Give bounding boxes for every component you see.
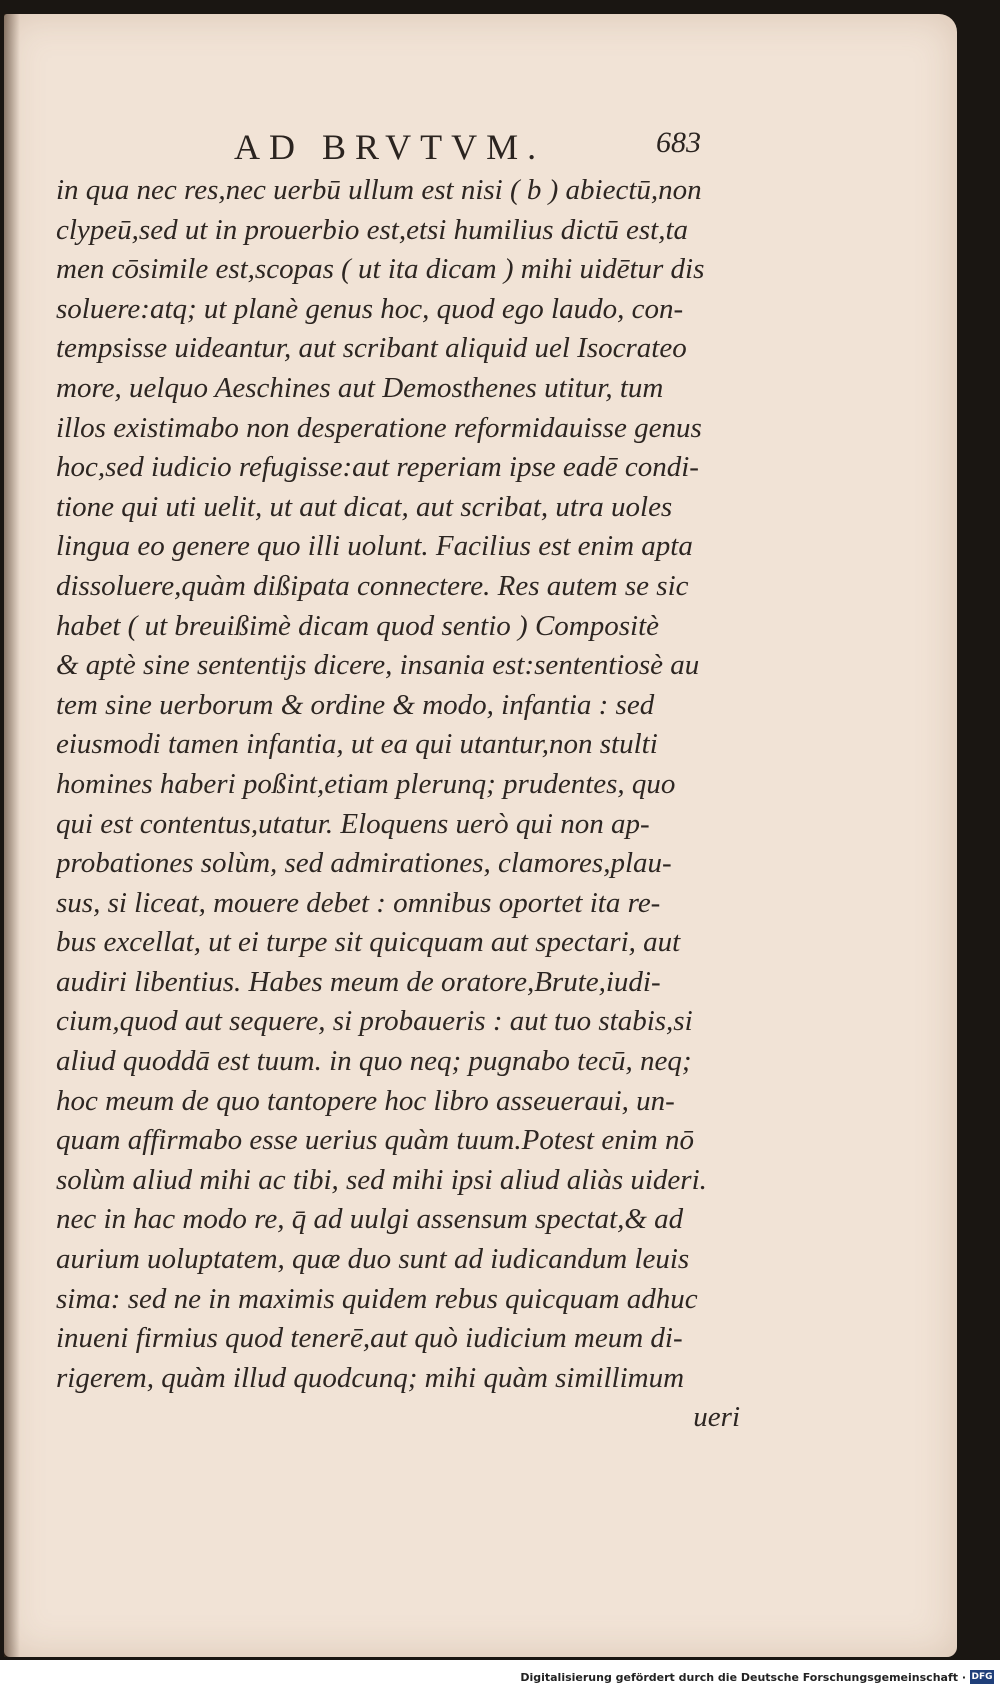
text-line: dissoluere,quàm dißipata connectere. Res autem se sic [56, 569, 689, 602]
text-line: homines haberi poßint,etiam plerunq; prudentes, quo [56, 767, 676, 800]
text-line: aliud quoddā est tuum. in quo neq; pugnabo tecū, neq; [56, 1045, 692, 1078]
text-line: cium,quod aut sequere, si probaueris : aut tuo stabis,si [56, 1005, 693, 1038]
text-line: sima: sed ne in maximis quidem rebus quicquam adhuc [56, 1282, 698, 1315]
text-line: clypeū,sed ut in prouerbio est,etsi humilius dictū est,ta [56, 213, 689, 246]
text-line: habet ( ut breuißimè dicam quod sentio ) Compositè [56, 609, 660, 642]
text-line: tempsisse uideantur, aut scribant aliquid uel Isocrateo [56, 332, 687, 365]
text-line: more, uelquo Aeschines aut Demosthenes utitur, tum [56, 371, 664, 404]
text-line: illos existimabo non desperatione reformidauisse genus [56, 411, 702, 444]
text-line: aurium uoluptatem, quæ duo sunt ad iudicandum leuis [56, 1243, 690, 1276]
text-line: tem sine uerborum & ordine & modo, infantia : sed [56, 688, 655, 721]
text-line: lingua eo genere quo illi uolunt. Facilius est enim apta [56, 530, 693, 563]
text-line: soluere:atq; ut planè genus hoc, quod ego laudo, con- [56, 292, 684, 325]
text-line: bus excellat, ut ei turpe sit quicquam aut spectari, aut [56, 926, 681, 959]
funding-credit: Digitalisierung gefördert durch die Deutsche Forschungsgemeinschaft · [520, 1671, 966, 1684]
text-line: probationes solùm, sed admirationes, clamores,plau- [56, 847, 672, 880]
text-line: & aptè sine sententijs dicere, insania est:sententiosè au [56, 649, 700, 682]
text-line: quam affirmabo esse uerius quàm tuum.Potest enim nō [56, 1124, 694, 1157]
text-line: men cōsimile est,scopas ( ut ita dicam ) mihi uidētur dis [56, 253, 705, 286]
text-line: rigerem, quàm illud quodcunq; mihi quàm simillimum [56, 1361, 685, 1394]
text-line: qui est contentus,utatur. Eloquens uerò qui non ap- [56, 807, 650, 840]
text-line: sus, si liceat, mouere debet : omnibus oportet ita re- [56, 886, 661, 919]
text-line: hoc,sed iudicio refugisse:aut reperiam ipse eadē condi- [56, 451, 699, 484]
dfg-logo-icon: DFG [971, 1672, 993, 1682]
text-line: in qua nec res,nec uerbū ullum est nisi ( b ) abiectū,non [56, 174, 702, 206]
text-line: nec in hac modo re, q̄ ad uulgi assensum spectat,& ad [56, 1203, 684, 1236]
text-line: hoc meum de quo tantopere hoc libro asseueraui, un- [56, 1084, 675, 1117]
text-line: inueni firmius quod tenerē,aut quò iudicium meum di- [56, 1322, 683, 1355]
page-gutter-shadow [4, 14, 20, 1657]
running-title: AD BRVTVM. [234, 127, 546, 167]
text-block [56, 171, 746, 1438]
text-line: eiusmodi tamen infantia, ut ea qui utantur,non stulti [56, 728, 658, 761]
book-page [4, 14, 957, 1657]
text-line: audiri libentius. Habes meum de oratore,Brute,iudi- [56, 965, 661, 998]
text-line: solùm aliud mihi ac tibi, sed mihi ipsi aliud aliàs uideri. [56, 1163, 707, 1196]
page-number: 683 [656, 126, 701, 159]
footer-bar [0, 1660, 1000, 1693]
text-line: tione qui uti uelit, ut aut dicat, aut scribat, utra uoles [56, 490, 673, 523]
running-head [4, 124, 957, 174]
catchword: ueri [693, 1401, 740, 1434]
